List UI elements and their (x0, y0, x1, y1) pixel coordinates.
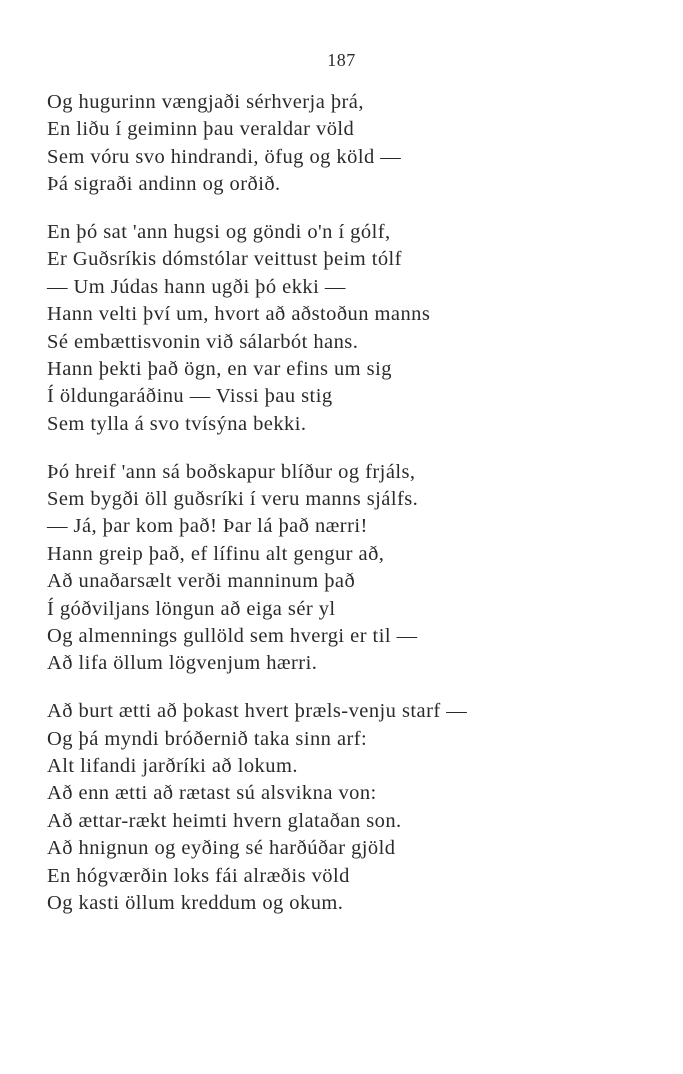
poem-line: Að unaðarsælt verði manninum það (47, 570, 356, 593)
poem-line: En þó sat 'ann hugsi og göndi o'n í gólf, (47, 221, 391, 244)
page-number: 187 (327, 50, 356, 70)
poem-line: Er Guðsríkis dómstólar veittust þeim tólf (47, 248, 402, 271)
poem-line: Sem tylla á svo tvísýna bekki. (47, 412, 307, 435)
poem-line: Og kasti öllum kreddum og okum. (47, 892, 344, 915)
poem-line: Í öldungaráðinu — Vissi þau stig (47, 385, 333, 408)
poem-line: Og almennings gullöld sem hvergi er til — (47, 625, 418, 648)
stanza-1 (47, 89, 667, 199)
poem-line: Hann þekti það ögn, en var efins um sig (47, 358, 392, 381)
stanza-2 (47, 219, 667, 438)
poem-line: Þó hreif 'ann sá boðskapur blíður og frjáls, (47, 460, 416, 483)
poem-line: En hógværðin loks fái alræðis völd (47, 864, 350, 887)
poem-line: Í góðviljans löngun að eiga sér yl (47, 597, 336, 620)
poem (47, 89, 667, 938)
poem-line: Hann greip það, ef lífinu alt gengur að, (47, 542, 385, 565)
stanza-3 (47, 459, 667, 678)
poem-line: En liðu í geiminn þau veraldar völd (47, 118, 355, 141)
stanza-4 (47, 698, 667, 917)
poem-line: Sem vóru svo hindrandi, öfug og köld — (47, 145, 402, 168)
poem-line: — Já, þar kom það! Þar lá það nærri! (47, 515, 368, 538)
poem-line: Og þá myndi bróðernið taka sinn arf: (47, 727, 368, 750)
poem-line: Sem bygði öll guðsríki í veru manns sjálfs. (47, 488, 419, 511)
poem-line: Alt lifandi jarðríki að lokum. (47, 755, 298, 778)
poem-line: Að ættar-rækt heimti hvern glataðan son. (47, 809, 402, 832)
poem-line: Hann velti því um, hvort að aðstoðun manns (47, 303, 431, 326)
poem-line: Og hugurinn vængjaði sérhverja þrá, (47, 91, 364, 113)
poem-line: Að hnignun og eyðing sé harðúðar gjöld (47, 837, 396, 860)
poem-line: Að lifa öllum lögvenjum hærri. (47, 652, 318, 675)
poem-line: — Um Júdas hann ugði þó ekki — (47, 275, 346, 298)
poem-line: Að enn ætti að rætast sú alsvikna von: (47, 782, 377, 805)
poem-line: Þá sigraði andinn og orðið. (47, 173, 281, 196)
poem-line: Að burt ætti að þokast hvert þræls-venju starf — (47, 700, 468, 723)
poem-line: Sé embættisvonin við sálarbót hans. (47, 330, 359, 353)
